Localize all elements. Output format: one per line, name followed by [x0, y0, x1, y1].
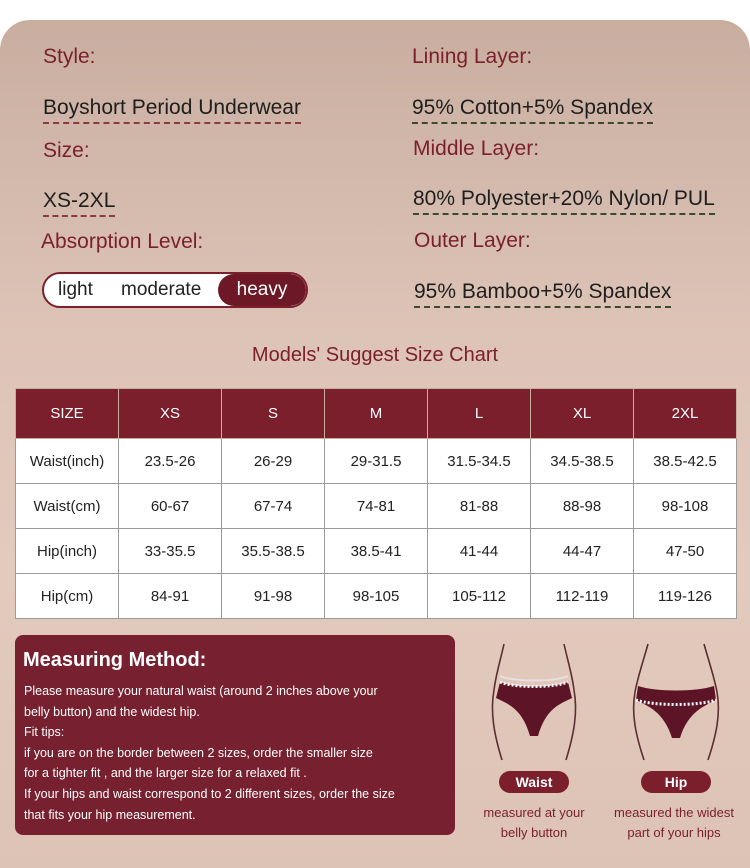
absorption-level-selector: [42, 272, 308, 308]
waist-caption: [470, 803, 598, 843]
table-row: [16, 484, 737, 529]
lining-value: 95% Cotton+5% Spandex: [412, 96, 653, 124]
absorption-option-heavy: heavy: [218, 274, 306, 306]
table-cell: 67-74: [222, 484, 325, 529]
size-chart-table: [15, 388, 737, 619]
table-cell: 29-31.5: [325, 439, 428, 484]
measuring-line: Fit tips:: [24, 725, 65, 740]
size-label: Size:: [43, 139, 90, 162]
table-row: [16, 529, 737, 574]
measuring-line: If your hips and waist correspond to 2 different sizes, order the size: [24, 786, 395, 801]
table-cell: 105-112: [428, 574, 531, 619]
table-cell: 112-119: [531, 574, 634, 619]
header-cell: S: [222, 389, 325, 439]
header-cell: XL: [531, 389, 634, 439]
table-cell: 81-88: [428, 484, 531, 529]
table-cell: 98-108: [634, 484, 737, 529]
measuring-line: belly button) and the widest hip.: [24, 704, 200, 719]
table-cell: 84-91: [119, 574, 222, 619]
table-cell: 31.5-34.5: [428, 439, 531, 484]
row-label: Hip(inch): [16, 529, 119, 574]
table-cell: 23.5-26: [119, 439, 222, 484]
measuring-line: for a tighter fit , and the larger size for a relaxed fit .: [24, 766, 307, 781]
waist-badge: Waist: [499, 771, 569, 793]
table-cell: 26-29: [222, 439, 325, 484]
waist-figure-icon: [484, 642, 584, 762]
header-cell: L: [428, 389, 531, 439]
middle-label: Middle Layer:: [413, 137, 540, 160]
table-cell: 74-81: [325, 484, 428, 529]
table-cell: 35.5-38.5: [222, 529, 325, 574]
table-row: [16, 439, 737, 484]
row-label: Waist(inch): [16, 439, 119, 484]
table-cell: 91-98: [222, 574, 325, 619]
hip-caption-line: part of your hips: [627, 825, 721, 840]
table-cell: 88-98: [531, 484, 634, 529]
hip-caption: [604, 803, 744, 843]
table-cell: 60-67: [119, 484, 222, 529]
measuring-line: if you are on the border between 2 sizes, order the smaller size: [24, 745, 373, 760]
absorption-label: Absorption Level:: [41, 230, 204, 253]
style-value: Boyshort Period Underwear: [43, 96, 301, 124]
measuring-method-text: [24, 681, 449, 825]
absorption-option-moderate: moderate: [121, 279, 202, 300]
table-cell: 38.5-41: [325, 529, 428, 574]
table-cell: 41-44: [428, 529, 531, 574]
table-cell: 44-47: [531, 529, 634, 574]
measuring-method-box: [15, 635, 455, 835]
measuring-method-title: Measuring Method:: [23, 649, 207, 671]
header-cell: 2XL: [634, 389, 737, 439]
row-label: Waist(cm): [16, 484, 119, 529]
waist-caption-line: measured at your: [483, 805, 585, 820]
header-cell: SIZE: [16, 389, 119, 439]
table-cell: 34.5-38.5: [531, 439, 634, 484]
lining-label: Lining Layer:: [412, 45, 533, 68]
measuring-line: Please measure your natural waist (around 2 inches above your: [24, 684, 378, 698]
table-cell: 33-35.5: [119, 529, 222, 574]
hip-caption-line: measured the widest: [614, 805, 734, 820]
style-label: Style:: [43, 45, 96, 68]
size-value: XS-2XL: [43, 189, 115, 217]
size-chart-header-row: [16, 389, 737, 439]
waist-caption-line: belly button: [500, 825, 568, 840]
table-cell: 47-50: [634, 529, 737, 574]
table-cell: 38.5-42.5: [634, 439, 737, 484]
table-row: [16, 574, 737, 619]
size-chart-title: Models' Suggest Size Chart: [251, 344, 499, 366]
hip-figure-icon: [626, 642, 726, 762]
absorption-option-light: light: [58, 279, 93, 300]
hip-badge: Hip: [641, 771, 711, 793]
table-cell: 98-105: [325, 574, 428, 619]
outer-value: 95% Bamboo+5% Spandex: [414, 280, 671, 308]
table-cell: 119-126: [634, 574, 737, 619]
header-cell: XS: [119, 389, 222, 439]
header-cell: M: [325, 389, 428, 439]
outer-label: Outer Layer:: [414, 229, 531, 252]
row-label: Hip(cm): [16, 574, 119, 619]
middle-value: 80% Polyester+20% Nylon/ PUL: [413, 187, 715, 215]
measuring-line: that fits your hip measurement.: [24, 807, 196, 822]
